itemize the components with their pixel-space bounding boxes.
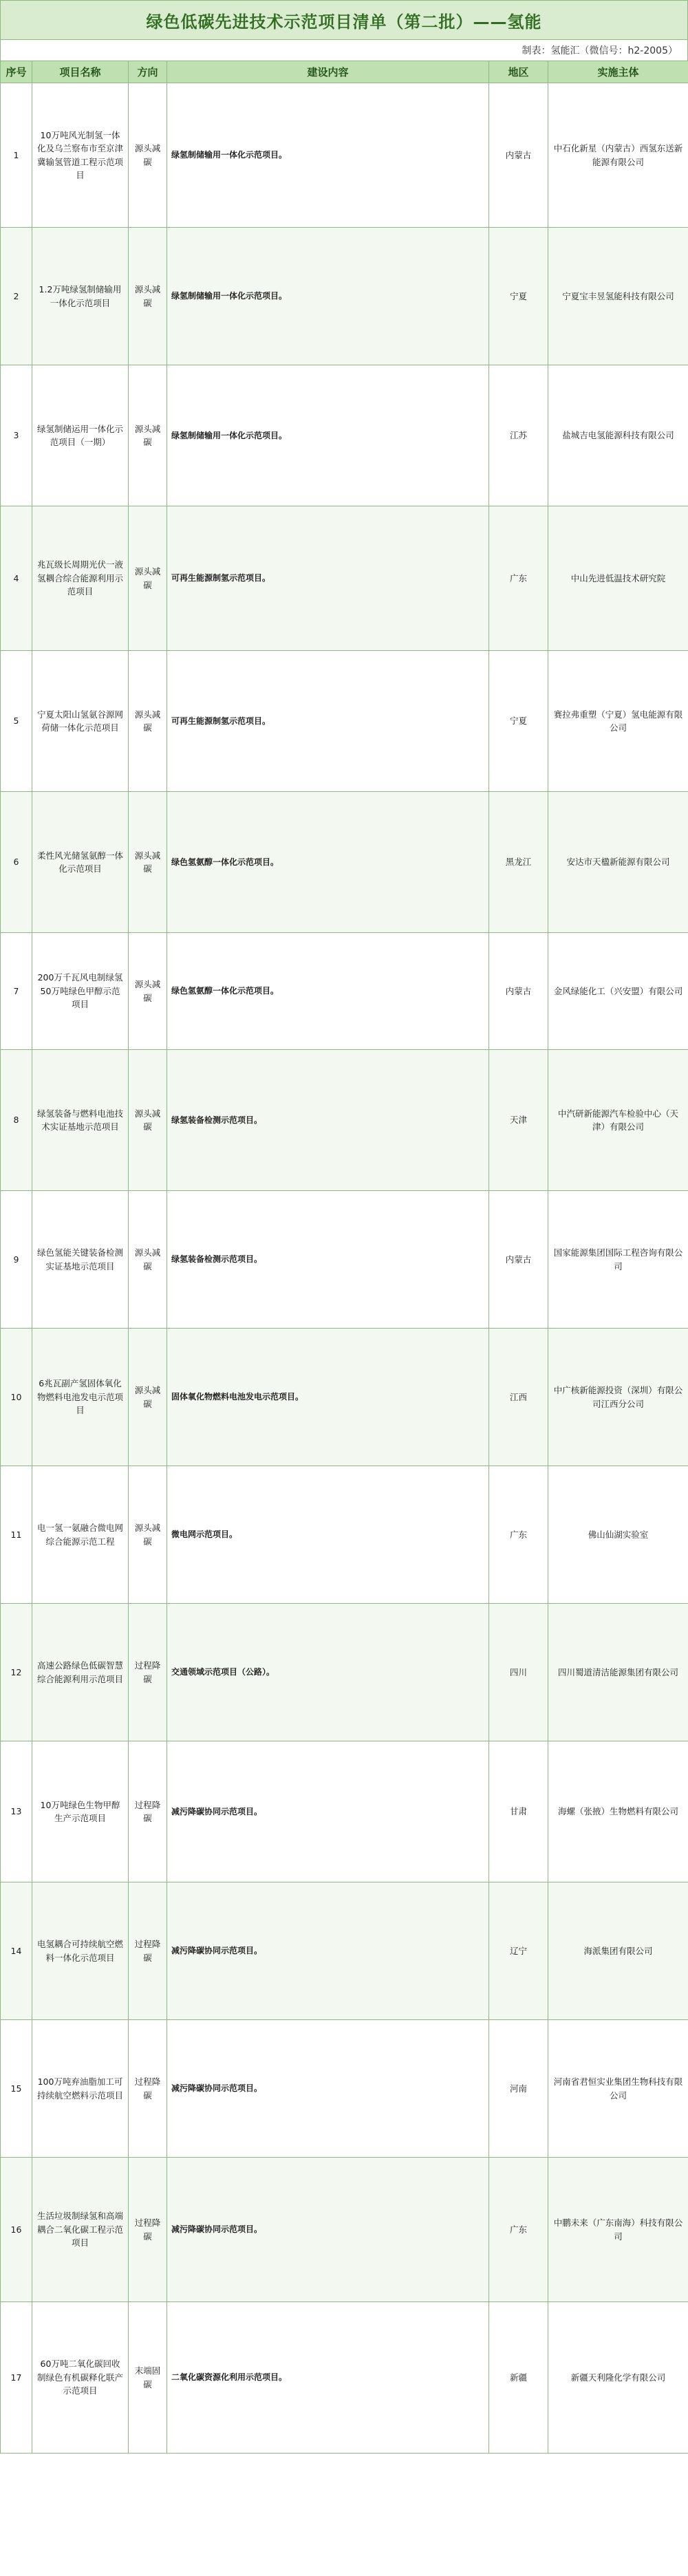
project-content — [167, 1466, 489, 1604]
content-lead: 微电网示范项目。 — [171, 1530, 238, 1540]
project-content — [167, 2302, 489, 2454]
project-direction: 源头减碳 — [129, 506, 167, 651]
project-name: 绿色氢能关键装备检测实证基地示范项目 — [32, 1191, 129, 1329]
table-header — [1, 61, 688, 83]
table-row — [1, 2158, 688, 2302]
project-content — [167, 1329, 489, 1466]
project-name: 10万吨风光制氢一体化及乌兰察布市至京津冀输氢管道工程示范项目 — [32, 83, 129, 228]
project-direction: 过程降碳 — [129, 1882, 167, 2020]
project-direction: 过程降碳 — [129, 2158, 167, 2302]
table-row — [1, 365, 688, 506]
project-org: 盐城吉电氢能源科技有限公司 — [548, 365, 688, 506]
project-name: 100万吨弃油脂加工可持续航空燃料示范项目 — [32, 2020, 129, 2158]
project-name: 1.2万吨绿氢制储输用一体化示范项目 — [32, 228, 129, 365]
project-direction: 源头减碳 — [129, 933, 167, 1050]
project-region: 宁夏 — [489, 651, 548, 792]
page-title: 绿色低碳先进技术示范项目清单（第二批）——氢能 — [0, 0, 688, 40]
row-number: 14 — [1, 1882, 32, 2020]
project-content — [167, 1191, 489, 1329]
project-org: 金风绿能化工（兴安盟）有限公司 — [548, 933, 688, 1050]
project-region: 广东 — [489, 2158, 548, 2302]
col-header-content: 建设内容 — [167, 61, 489, 83]
project-direction: 过程降碳 — [129, 1741, 167, 1882]
row-number: 15 — [1, 2020, 32, 2158]
table-row — [1, 2302, 688, 2454]
table-row — [1, 792, 688, 933]
project-direction: 源头减碳 — [129, 792, 167, 933]
row-number: 11 — [1, 1466, 32, 1604]
col-header-org: 实施主体 — [548, 61, 688, 83]
row-number: 5 — [1, 651, 32, 792]
col-header-name: 项目名称 — [32, 61, 129, 83]
project-content — [167, 83, 489, 228]
table-row — [1, 1191, 688, 1329]
content-lead: 可再生能源制氢示范项目。 — [171, 573, 271, 583]
project-name: 兆瓦级长周期光伏一液氢耦合综合能源利用示范项目 — [32, 506, 129, 651]
project-content — [167, 228, 489, 365]
project-region: 广东 — [489, 1466, 548, 1604]
project-org: 中山先进低温技术研究院 — [548, 506, 688, 651]
project-org: 宁夏宝丰昱氢能科技有限公司 — [548, 228, 688, 365]
project-content — [167, 1882, 489, 2020]
row-number: 9 — [1, 1191, 32, 1329]
row-number: 17 — [1, 2302, 32, 2454]
project-org: 赛拉弗重塑（宁夏）氢电能源有限公司 — [548, 651, 688, 792]
project-region: 辽宁 — [489, 1882, 548, 2020]
project-org: 新疆天利隆化学有限公司 — [548, 2302, 688, 2454]
project-org: 海派集团有限公司 — [548, 1882, 688, 2020]
project-direction: 源头减碳 — [129, 228, 167, 365]
project-direction: 源头减碳 — [129, 83, 167, 228]
project-region: 江西 — [489, 1329, 548, 1466]
table-body — [1, 83, 688, 2454]
table-row — [1, 1466, 688, 1604]
source-credit: 制表：氢能汇（微信号：h2-2005） — [0, 40, 688, 61]
content-lead: 绿氢装备检测示范项目。 — [171, 1254, 263, 1265]
project-content — [167, 933, 489, 1050]
project-region: 新疆 — [489, 2302, 548, 2454]
content-lead: 交通领域示范项目（公路）。 — [171, 1667, 275, 1677]
table-row — [1, 2020, 688, 2158]
row-number: 3 — [1, 365, 32, 506]
project-direction: 源头减碳 — [129, 1466, 167, 1604]
table-row — [1, 1604, 688, 1741]
project-direction: 源头减碳 — [129, 365, 167, 506]
row-number: 10 — [1, 1329, 32, 1466]
project-direction: 过程降碳 — [129, 2020, 167, 2158]
row-number: 6 — [1, 792, 32, 933]
project-region: 黑龙江 — [489, 792, 548, 933]
project-content — [167, 2020, 489, 2158]
project-content — [167, 506, 489, 651]
project-content — [167, 1050, 489, 1191]
content-lead: 绿色氢氨醇一体化示范项目。 — [171, 857, 279, 867]
project-region: 江苏 — [489, 365, 548, 506]
project-name: 6兆瓦副产氢固体氧化物燃料电池发电示范项目 — [32, 1329, 129, 1466]
project-direction: 过程降碳 — [129, 1604, 167, 1741]
content-lead: 绿氢制储输用一体化示范项目。 — [171, 150, 288, 160]
project-name: 绿氢制储运用一体化示范项目（一期） — [32, 365, 129, 506]
content-lead: 减污降碳协同示范项目。 — [171, 1946, 263, 1956]
project-region: 河南 — [489, 2020, 548, 2158]
table-row — [1, 1050, 688, 1191]
table-row — [1, 1741, 688, 1882]
project-name: 生活垃圾制绿氢和高端耦合二氧化碳工程示范项目 — [32, 2158, 129, 2302]
project-org: 中汽研新能源汽车检验中心（天津）有限公司 — [548, 1050, 688, 1191]
project-org: 中鹏未来（广东南海）科技有限公司 — [548, 2158, 688, 2302]
col-header-region: 地区 — [489, 61, 548, 83]
content-lead: 绿氢装备检测示范项目。 — [171, 1115, 263, 1125]
content-lead: 绿色氢氨醇一体化示范项目。 — [171, 986, 279, 996]
project-org: 中石化新星（内蒙古）西氢东送新能源有限公司 — [548, 83, 688, 228]
project-region: 宁夏 — [489, 228, 548, 365]
project-org: 海螺（张掖）生物燃料有限公司 — [548, 1741, 688, 1882]
row-number: 16 — [1, 2158, 32, 2302]
row-number: 7 — [1, 933, 32, 1050]
row-number: 1 — [1, 83, 32, 228]
project-name: 10万吨绿色生物甲醇生产示范项目 — [32, 1741, 129, 1882]
row-number: 13 — [1, 1741, 32, 1882]
project-name: 60万吨二氧化碳回收制绿色有机碳释化联产示范项目 — [32, 2302, 129, 2454]
row-number: 12 — [1, 1604, 32, 1741]
project-content — [167, 1741, 489, 1882]
col-header-no: 序号 — [1, 61, 32, 83]
project-name: 绿氢装备与燃料电池技术实证基地示范项目 — [32, 1050, 129, 1191]
row-number: 2 — [1, 228, 32, 365]
project-region: 甘肃 — [489, 1741, 548, 1882]
project-direction: 源头减碳 — [129, 1050, 167, 1191]
row-number: 4 — [1, 506, 32, 651]
project-direction: 源头减碳 — [129, 1191, 167, 1329]
table-row — [1, 228, 688, 365]
project-org: 国家能源集团国际工程咨询有限公司 — [548, 1191, 688, 1329]
project-content — [167, 792, 489, 933]
project-region: 天津 — [489, 1050, 548, 1191]
content-lead: 减污降碳协同示范项目。 — [171, 1806, 263, 1816]
project-table — [0, 61, 688, 2454]
project-content — [167, 2158, 489, 2302]
project-name: 200万千瓦风电制绿氢50万吨绿色甲醇示范项目 — [32, 933, 129, 1050]
content-lead: 绿氢制储输用一体化示范项目。 — [171, 291, 288, 301]
project-direction: 末端固碳 — [129, 2302, 167, 2454]
table-row — [1, 83, 688, 228]
table-row — [1, 1882, 688, 2020]
project-org: 河南省君恒实业集团生物科技有限公司 — [548, 2020, 688, 2158]
row-number: 8 — [1, 1050, 32, 1191]
project-org: 佛山仙湖实验室 — [548, 1466, 688, 1604]
project-region: 广东 — [489, 506, 548, 651]
project-name: 柔性风光储氢氨醇一体化示范项目 — [32, 792, 129, 933]
project-content — [167, 651, 489, 792]
project-org: 四川蜀道清洁能源集团有限公司 — [548, 1604, 688, 1741]
col-header-direction: 方向 — [129, 61, 167, 83]
project-direction: 源头减碳 — [129, 651, 167, 792]
project-region: 内蒙古 — [489, 933, 548, 1050]
table-row — [1, 506, 688, 651]
content-lead: 减污降碳协同示范项目。 — [171, 2224, 263, 2235]
project-content — [167, 1604, 489, 1741]
project-name: 宁夏太阳山氢氨谷源网荷储一体化示范项目 — [32, 651, 129, 792]
content-lead: 减污降碳协同示范项目。 — [171, 2083, 263, 2094]
table-row — [1, 933, 688, 1050]
project-region: 四川 — [489, 1604, 548, 1741]
project-org: 安达市天楹新能源有限公司 — [548, 792, 688, 933]
content-lead: 固体氧化物燃料电池发电示范项目。 — [171, 1392, 304, 1402]
project-region: 内蒙古 — [489, 83, 548, 228]
project-name: 高速公路绿色低碳智慧综合能源利用示范项目 — [32, 1604, 129, 1741]
project-content — [167, 365, 489, 506]
project-org: 中广核新能源投资（深圳）有限公司江西分公司 — [548, 1329, 688, 1466]
table-row — [1, 651, 688, 792]
project-region: 内蒙古 — [489, 1191, 548, 1329]
project-name: 电一氢一氨融合微电网综合能源示范工程 — [32, 1466, 129, 1604]
content-lead: 二氧化碳资源化利用示范项目。 — [171, 2372, 288, 2383]
project-direction: 源头减碳 — [129, 1329, 167, 1466]
project-name: 电氢耦合可持续航空燃料一体化示范项目 — [32, 1882, 129, 2020]
content-lead: 绿氢制储输用一体化示范项目。 — [171, 430, 288, 440]
content-lead: 可再生能源制氢示范项目。 — [171, 716, 271, 726]
table-row — [1, 1329, 688, 1466]
